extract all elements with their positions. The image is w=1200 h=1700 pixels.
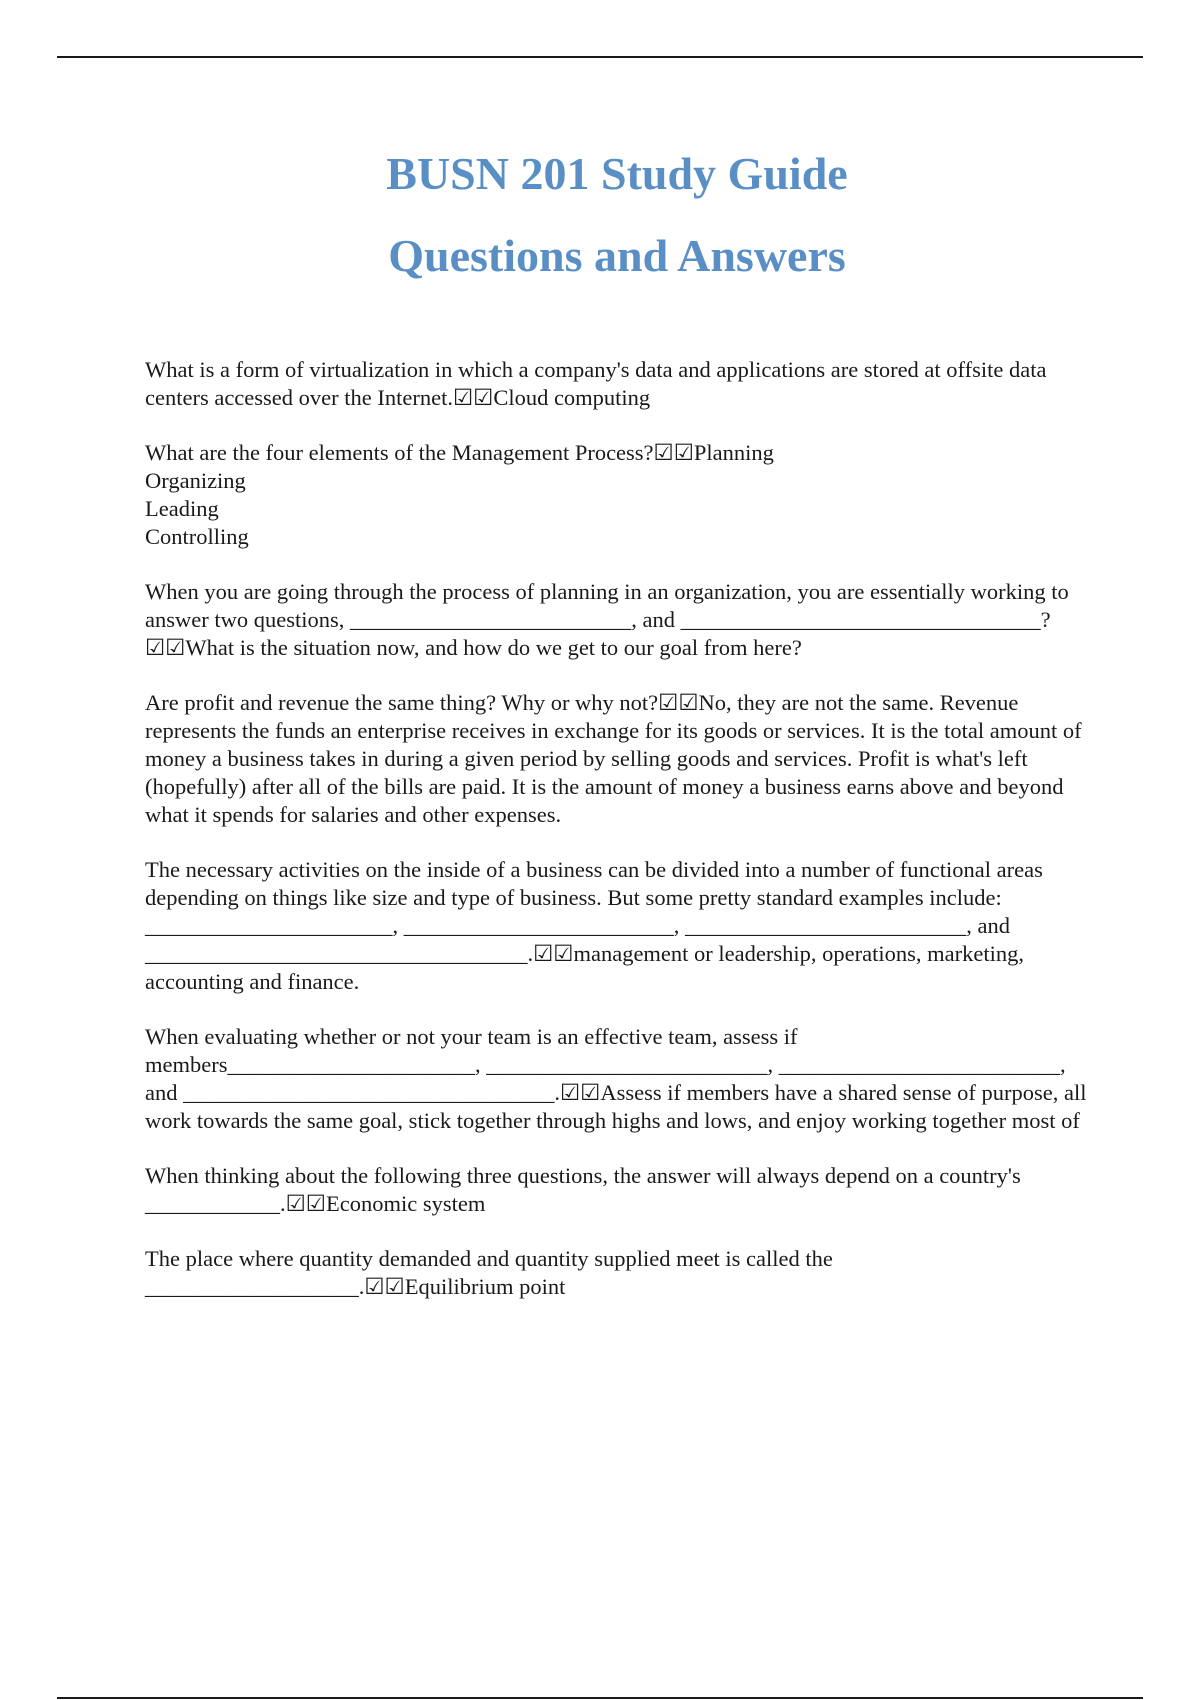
- answer-text: Planning Organizing Leading Controlling: [145, 440, 774, 549]
- qa-item: [145, 1245, 1095, 1301]
- top-rule: [57, 56, 1143, 58]
- bottom-rule: [57, 1697, 1143, 1699]
- question-text: What are the four elements of the Management Process?: [145, 440, 654, 465]
- answer-text: Cloud computing: [493, 385, 651, 410]
- answer-marker: ☑☑: [452, 385, 494, 410]
- document-subtitle: Questions and Answers: [388, 230, 846, 281]
- question-text: When thinking about the following three questions, the answer will always depend on a country's ____________.: [145, 1163, 1027, 1216]
- answer-text: Assess if members have a shared sense of purpose, all work towards the same goal, stick together through highs and lows, and enjoy working together most of: [145, 1080, 1093, 1133]
- qa-item: [145, 689, 1095, 829]
- answer-marker: ☑☑: [560, 1080, 601, 1105]
- qa-item: [145, 1023, 1095, 1135]
- question-text: Are profit and revenue the same thing? Why or why not?: [145, 690, 659, 715]
- question-text: When you are going through the process of planning in an organization, you are essentially working to answer two questions, _________________________, and ________________________________?: [145, 579, 1075, 632]
- qa-item: [145, 578, 1095, 662]
- question-text: The place where quantity demanded and quantity supplied meet is called the ___________________.: [145, 1246, 839, 1299]
- qa-list: [145, 356, 1095, 1328]
- answer-marker: ☑☑: [364, 1274, 405, 1299]
- question-text: What is a form of virtualization in which a company's data and applications are stored at offsite data centers accessed over the Internet.: [145, 357, 1053, 410]
- answer-marker: ☑☑: [533, 941, 574, 966]
- qa-item: [145, 1162, 1095, 1218]
- answer-marker: ☑☑: [285, 1191, 326, 1216]
- answer-marker: ☑☑: [658, 690, 699, 715]
- answer-text: management or leadership, operations, marketing, accounting and finance.: [145, 941, 1030, 994]
- qa-item: [145, 856, 1095, 996]
- answer-marker: ☑☑: [145, 635, 186, 660]
- question-text: When evaluating whether or not your team is an effective team, assess if members______________________, _________________________, _________________________, and _________________________________.: [145, 1024, 1072, 1105]
- question-text: The necessary activities on the inside of a business can be divided into a number of functional areas depending on things like size and type of business. But some pretty standard examples include: ______________________, ________________________, _________________________, and __________________________________.: [145, 857, 1049, 966]
- answer-text: No, they are not the same. Revenue represents the funds an enterprise receives in exchange for its goods or services. It is the total amount of money a business takes in during a given period by selling goods and services. Profit is what's left (hopefully) after all of the bills are paid. It is the amount of money a business earns above and beyond what it spends for salaries and other expenses.: [145, 690, 1088, 827]
- qa-item: [145, 356, 1095, 412]
- qa-item: [145, 439, 1095, 551]
- answer-marker: ☑☑: [653, 440, 694, 465]
- document-title: BUSN 201 Study Guide: [386, 148, 848, 199]
- answer-text: What is the situation now, and how do we get to our goal from here?: [185, 635, 802, 660]
- answer-text: Equilibrium point: [404, 1274, 566, 1299]
- answer-text: Economic system: [325, 1191, 486, 1216]
